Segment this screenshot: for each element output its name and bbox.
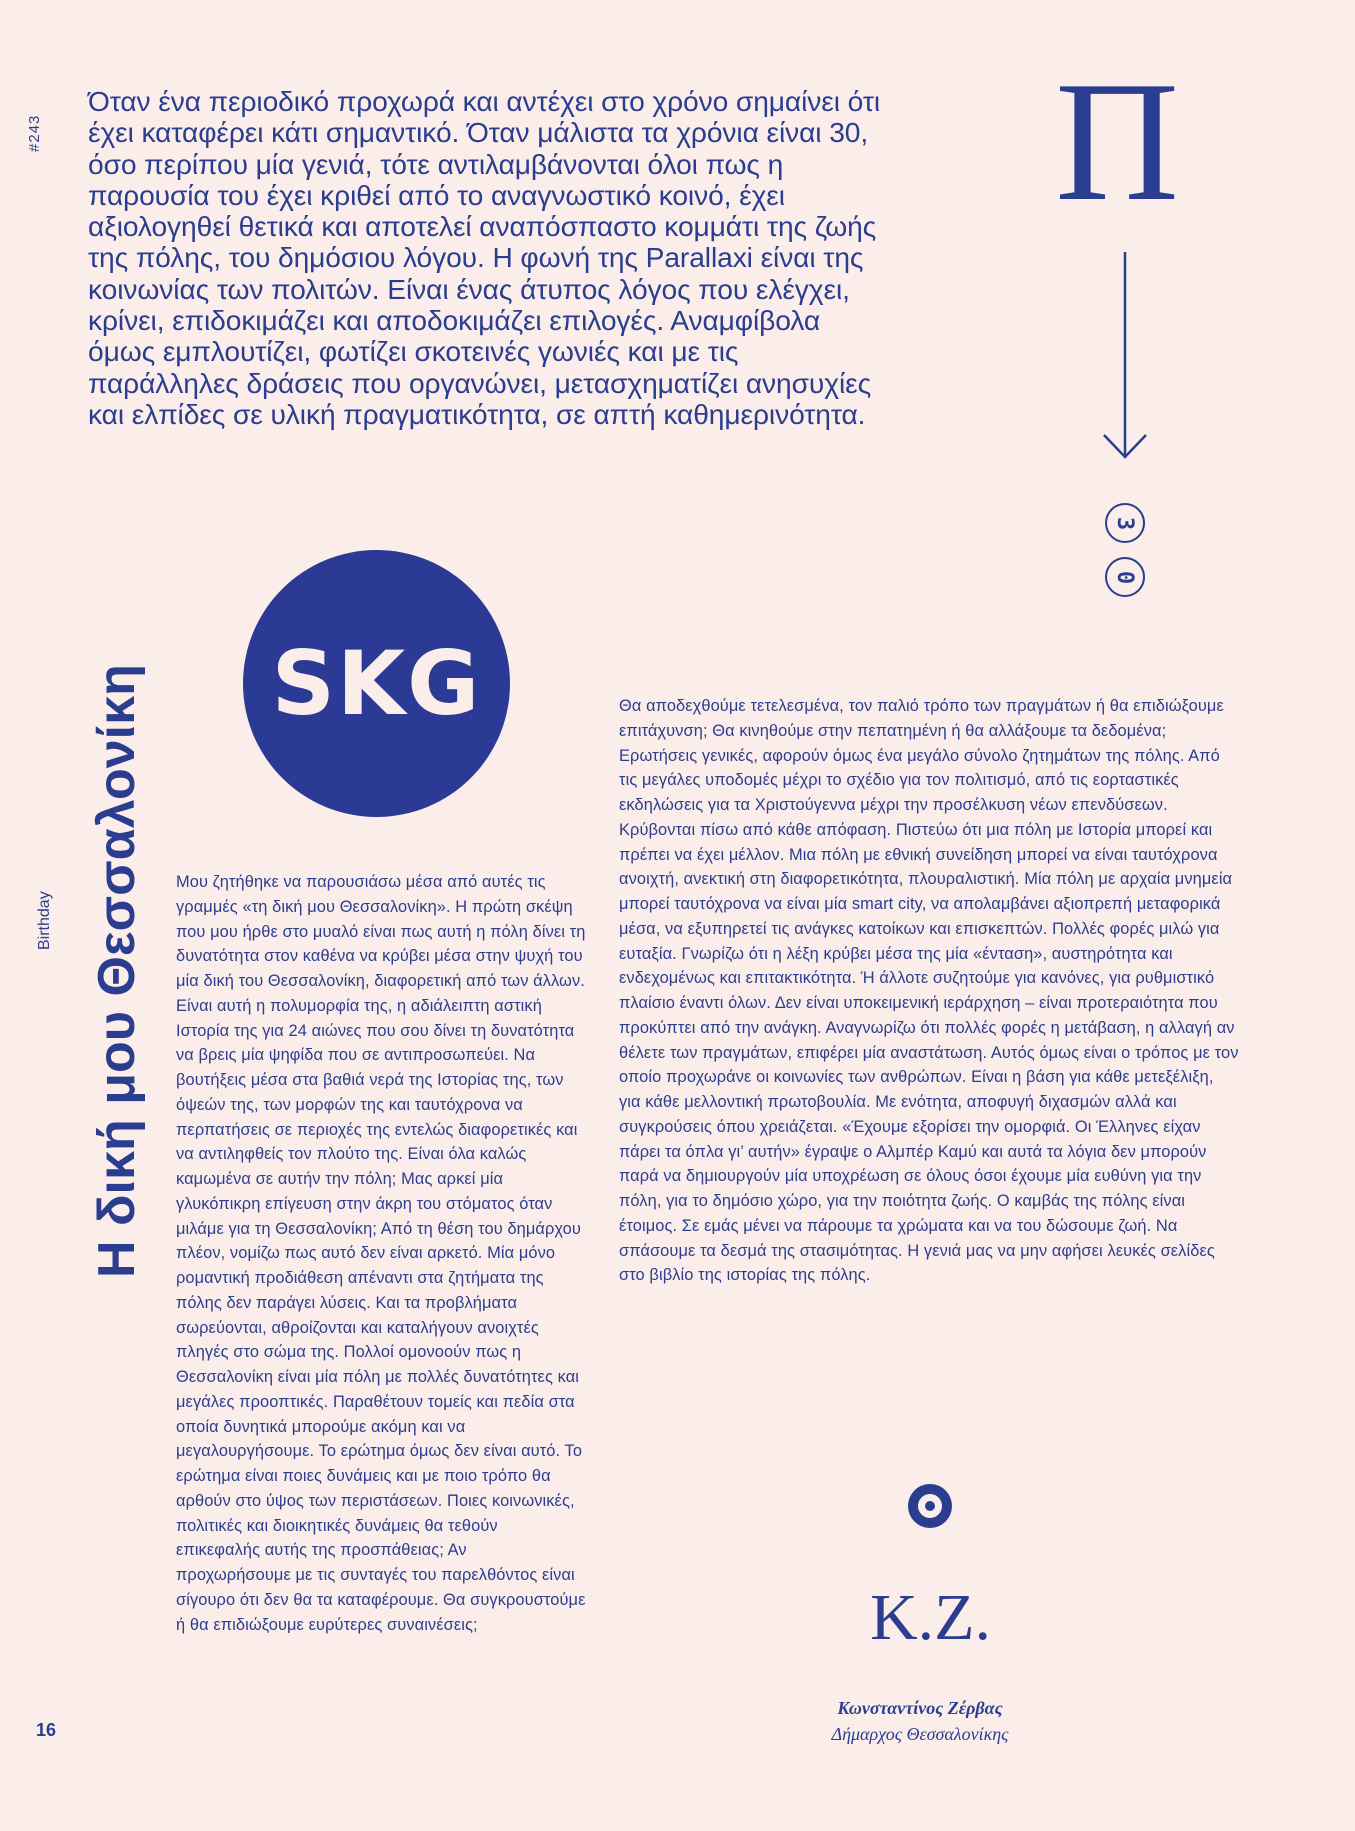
body-column-left: Μου ζητήθηκε να παρουσιάσω μέσα από αυτές τις γραμμές «τη δική μου Θεσσαλονίκη». Η πρώτη σκέψη που μου ήρθε στο μυαλό είναι πως αυτή η πόλη δίνει τη δυνατότητα στον καθένα να κρύβει μέσα στην ψυχή του μία δική του Θεσσαλονίκη, διαφορετική από των άλλων. Είναι αυτή η πολυμορφία της, η αδιάλειπτη αστική Ιστορία της για 24 αιώνες που σου δίνει τη δυνατότητα να βρεις μία ψηφίδα που σε αντιπροσωπεύει. Να βουτήξεις μέσα στα βαθιά νερά της Ιστορίας της, των όψεών της, των μορφών της και ταυτόχρονα να περπατήσεις σε περιοχές της εντελώς διαφορετικές και να αντιληφθείς τον πλούτο της. Είναι όλα καλώς καμωμένα σε αυτήν την πόλη; Μας αρκεί μία γλυκόπικρη επίγευση στην άκρη του στόματος όταν μιλάμε για τη Θεσσαλονίκη; Από τη θέση του δημάρχου πλέον, νομίζω πως αυτό δεν είναι αρκετό. Μία μόνο ρομαντική προδιάθεση απέναντι στα ζητήματα της πόλης δεν παράγει λύσεις. Και τα προβλήματα σωρεύονται, αθροίζονται και καταλήγουν ανοιχτές πληγές στο σώμα της. Πολλοί ομονοούν πως η Θεσσαλονίκη είναι μία πόλη με πολλές δυνατότητες και μεγάλες προοπτικές. Παραθέτουν τομείς και πεδία στα οποία δυνητικά μπορούμε ακόμη και να μεγαλουργήσουμε. Το ερώτημα όμως δεν είναι αυτό. Το ερώτημα είναι ποιες δυνάμεις και με ποιο τρόπο θα αρθούν στο ύψος των περιστάσεων. Ποιες κοινωνικές, πολιτικές και διοικητικές δυνάμεις θα τεθούν επικεφαλής αυτής της προσπάθειας; Αν προχωρήσουμε με τις συνταγές του παρελθόντος είναι σίγουρο ότι δεν θα τα καταφέρουμε. Θα συγκρουστούμε ή θα επιδιώξουμε ευρύτερες συναινέσεις; [176,873,586,1634]
badge-digit: 0 [1105,557,1145,597]
intro-paragraph: Όταν ένα περιοδικό προχωρά και αντέχει στο χρόνο σημαίνει ότι έχει καταφέρει κάτι σημαντικό. Όταν μάλιστα τα χρόνια είναι 30, όσο περίπου μία γενιά, τότε αντιλαμβάνονται όλοι πως η παρουσία του έχει κριθεί από το αναγνωστικό κοινό, έχει αξιολογηθεί θετικά και αποτελεί αναπόσπαστο κομμάτι της ζωής της πόλης, του δημόσιου λόγου. Η φωνή της Parallaxi είναι της κοινωνίας των πολιτών. Είναι ένας άτυπος λόγος που ελέγχει, κρίνει, επιδοκιμάζει και αποδοκιμάζει επιλογές. Αναμφίβολα όμως εμπλουτίζει, φωτίζει σκοτεινές γωνιές και με τις παράλληλες δράσεις που οργανώνει, μετασχηματίζει ανησυχίες και ελπίδες σε υλική πραγματικότητα, σε απτή καθημερινότητα. [88,85,881,430]
skg-logo [243,550,510,817]
page-number: 16 [36,1720,57,1740]
body-column-right: Θα αποδεχθούμε τετελεσμένα, τον παλιό τρόπο των πραγμάτων ή θα επιδιώξουμε επιτάχυνση; Θα κινηθούμε στην πεπατημένη ή θα αλλάξουμε τα δεδομένα; Ερωτήσεις γενικές, αφορούν όμως ένα μεγάλο σύνολο ζητημάτων της πόλης. Από τις μεγάλες υποδομές μέχρι το σχέδιο για τον πολιτισμό, από τις εορταστικές εκδηλώσεις για τα Χριστούγεννα μέχρι την προσέλκυση νέων επενδύσεων. Κρύβονται πίσω από κάθε απόφαση. Πιστεύω ότι μια πόλη με Ιστορία μπορεί και πρέπει να έχει μέλλον. Μια πόλη με εθνική συνείδηση μπορεί να είναι ταυτόχρονα ανοιχτή, ανεκτική στη διαφορετικότητα, πλουραλιστική. Μία πόλη με αρχαία μνημεία μπορεί ταυτόχρονα να είναι μία smart city, να απολαμβάνει αξιοπρεπή μεταφορικά μέσα, να εξυπηρετεί τις ανάγκες κατοίκων και επισκεπτών. Πολλές φορές μιλώ για ευταξία. Γνωρίζω ότι η λέξη κρύβει μέσα της μία «ένταση», αυστηρότητα και ενδεχομένως και επιτακτικότητα. Ή άλλοτε συζητούμε για κανόνες, για ρυθμιστικό πλαίσιο έναντι όλων. Δεν είναι υποκειμενική ιεράρχηση – είναι προτεραιότητα που προκύπτει από την ανάγκη. Αναγνωρίζω ότι πολλές φορές η μετάβαση, η αλλαγή αν θέλετε των πραγμάτων, επιφέρει μία αναστάτωση. Αυτός όμως είναι ο τρόπος με τον οποίο προχωράνε οι κοινωνίες των ανθρώπων. Είναι η βάση για κάθε μετεξέλιξη, για κάθε μελλοντική πρωτοβουλία. Με ενότητα, αποφυγή διχασμών αλλά και συγκρούσεις όπου χρειάζεται. «Έχουμε εξορίσει την ομορφιά. Οι Έλληνες είχαν πάρει τα όπλα γι’ αυτήν» έγραψε ο Αλμπέρ Καμύ και αυτά τα λόγια δεν μπορούν παρά να δημιουργούν μία υποχρέωση σε όλους όσοι έχουμε μία ευθύνη για την πόλη, για το δημόσιο χώρο, για την ποιότητα ζωής. Ο καμβάς της πόλης είναι έτοιμος. Σε εμάς μένει να πάρουμε τα χρώματα και να του δώσουμε ζωή. Να σπάσουμε τα δεσμά της στασιμότητας. Η γενιά μας να μην αφήσει λευκές σελίδες στο βιβλίο της ιστορίας της πόλης. [619,697,1239,1285]
author-initials: K.Z. [870,1581,991,1654]
signature-name: Κωνσταντίνος Ζέρβας [837,1698,1003,1718]
arrow-down-icon [1100,252,1150,462]
article-title: Η δική μου Θεσσαλονίκη [88,664,146,1278]
logo-text: SKG [271,632,482,735]
section-label: Birthday [36,891,53,950]
drop-letter: Π [1055,47,1180,237]
issue-number: #243 [26,114,43,152]
signature-role: Δήμαρχος Θεσσαλονίκης [831,1724,1009,1744]
eye-ornament-icon [908,1484,952,1528]
anniversary-badges [1105,503,1145,611]
badge-digit: 3 [1105,503,1145,543]
